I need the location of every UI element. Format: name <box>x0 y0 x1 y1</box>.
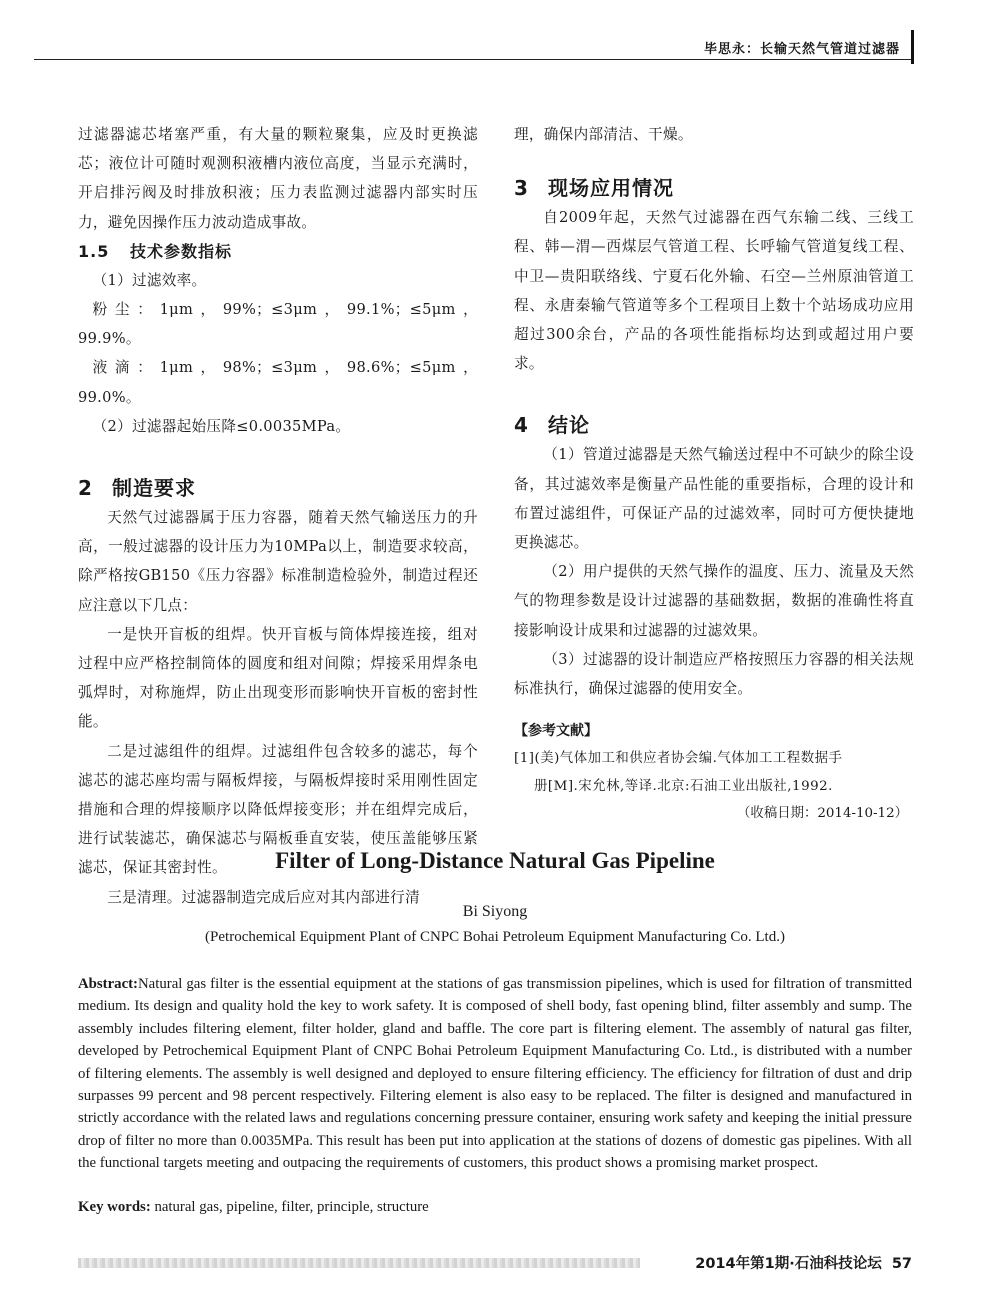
section-2-paragraph-1: 天然气过滤器属于压力容器，随着天然气输送压力的升高，一般过滤器的设计压力为10MPa以上，制造要求较高，除严格按GB150《压力容器》标准制造检验外，制造过程还应注意以下几点： <box>78 509 478 614</box>
section-3-paragraph-1: 自2009年起，天然气过滤器在西气东输二线、三线工程、韩—渭—西煤层气管道工程、长呼输气管道复线工程、中卫—贵阳联络线、宁夏石化外输、石空—兰州原油管道工程、永唐秦输气管道等多个工程项目上数十个站场成功应用超过300余台，产品的各项性能指标均达到或超过用户要求。 <box>514 209 914 373</box>
param-item-2: （2）过滤器起始压降≤0.0035MPa。 <box>92 417 351 435</box>
footer-issue: 2014年第1期·石油科技论坛 <box>695 1256 882 1272</box>
param-dust: 粉尘：1μm，99%；≤3μm，99.1%；≤5μm，99.9%。 <box>78 301 478 348</box>
reference-1-line-1: [1](美)气体加工和供应者协会编.气体加工工程数据手 <box>514 751 843 767</box>
section-1-5-heading <box>78 237 478 266</box>
reference-1-line-2: 册[M].宋允林,等译.北京:石油工业出版社,1992. <box>534 779 833 795</box>
section-number: 3 <box>514 176 529 201</box>
section-2-paragraph-4: 三是清理。过滤器制造完成后应对其内部进行清 <box>107 888 420 906</box>
running-header <box>34 30 914 60</box>
english-keywords <box>78 1196 912 1218</box>
right-column <box>514 120 914 827</box>
section-title: 结论 <box>548 413 590 438</box>
section-4-heading <box>514 410 914 440</box>
english-title: Filter of Long-Distance Natural Gas Pipeline <box>275 848 715 873</box>
conclusion-1: （1）管道过滤器是天然气输送过程中不可缺少的除尘设备，其过滤效率是衡量产品性能的重要指标，合理的设计和布置过滤组件，可保证产品的过滤效率，同时可方便快捷地更换滤芯。 <box>514 446 914 552</box>
param-drip: 液滴：1μm，98%；≤3μm，98.6%；≤5μm，99.0%。 <box>78 359 478 406</box>
section-2-heading <box>78 473 478 503</box>
references-heading: 【参考文献】 <box>514 723 598 740</box>
conclusion-3: （3）过滤器的设计制造应严格按照压力容器的相关法规标准执行，确保过滤器的使用安全。 <box>514 650 914 698</box>
section-2-paragraph-3: 二是过滤组件的组焊。过滤组件包含较多的滤芯，每个滤芯的滤芯座均需与隔板焊接，与隔板焊接时采用刚性固定措施和合理的焊接顺序以降低焊接变形；并在组焊完成后，进行试装滤芯，确保滤芯与隔板垂直安装，使压盖能够压紧滤芯，保证其密封性。 <box>78 742 478 877</box>
received-date: （收稿日期：2014-10-12） <box>737 806 908 822</box>
section-3-heading <box>514 173 914 203</box>
section-number: 1.5 <box>78 241 110 261</box>
section-title: 现场应用情况 <box>548 176 674 201</box>
section-title: 技术参数指标 <box>130 241 233 261</box>
conclusion-2: （2）用户提供的天然气操作的温度、压力、流量及天然气的物理参数是设计过滤器的基础数据，数据的准确性将直接影响设计成果和过滤器的过滤效果。 <box>514 563 914 639</box>
english-affiliation: (Petrochemical Equipment Plant of CNPC Bohai Petroleum Equipment Manufacturing Co. Ltd.) <box>205 929 785 945</box>
section-number: 2 <box>78 476 93 501</box>
section-title: 制造要求 <box>112 476 196 501</box>
section-number: 4 <box>514 413 529 438</box>
abstract-text: Natural gas filter is the essential equipment at the stations of gas transmission pipelines, which is used for filtration of transmitted medium. Its design and quality hold the key to work safety. It is composed of shell body, fast opening blind, filter assembly and sump. The assembly includes filtering element, filter holder, gland and baffle. The core part is filtering element. The assembly of natural gas filter, developed by Petrochemical Equipment Plant of CNPC Bohai Petroleum Equipment Manufacturing Co. Ltd., is distributed with a number of filtering elements. The assembly is well designed and deployed to ensure filtering efficiency. The efficiency for filtration of dust and drip surpasses 99 percent and 98 percent respectively. Filtering element is also easy to be replaced. The filter is designed and manufactured in strictly accordance with the related laws and regulations concerning pressure container, ensuring work safety and keeping the initial pressure drop of filter no more than 0.0035MPa. This result has been put into application at the stations of dozens of domestic gas pipelines. With all the functional targets meeting and outpacing the requirements of customers, this product shows a promising market prospect. <box>78 976 912 1172</box>
section-2-paragraph-2: 一是快开盲板的组焊。快开盲板与筒体焊接连接，组对过程中应严格控制筒体的圆度和组对间隙；焊接采用焊条电弧焊时，对称施焊，防止出现变形而影响快开盲板的密封性能。 <box>78 625 478 731</box>
left-column <box>78 120 478 912</box>
paragraph-intro: 过滤器滤芯堵塞严重，有大量的颗粒聚集，应及时更换滤芯；液位计可随时观测积液槽内液位高度，当显示充满时，开启排污阀及时排放积液；压力表监测过滤器内部实时压力，避免因操作压力波动造成事故。 <box>78 126 478 231</box>
paragraph-continued: 理，确保内部清洁、干燥。 <box>514 126 693 143</box>
page-number: 57 <box>891 1256 912 1272</box>
keywords-label: Key words: <box>78 1199 151 1215</box>
keywords-text: natural gas, pipeline, filter, principle, structure <box>150 1199 429 1215</box>
page-footer <box>78 1252 912 1276</box>
abstract-label: Abstract: <box>78 976 138 992</box>
footer-decorative-band <box>78 1258 640 1268</box>
english-author: Bi Siyong <box>462 903 528 920</box>
english-abstract <box>78 973 912 1175</box>
header-rule-mark <box>911 30 914 64</box>
param-item-1: （1）过滤效率。 <box>92 271 207 289</box>
footer-issue-info <box>695 1252 912 1273</box>
running-title: 毕思永：长输天然气管道过滤器 <box>703 42 900 57</box>
